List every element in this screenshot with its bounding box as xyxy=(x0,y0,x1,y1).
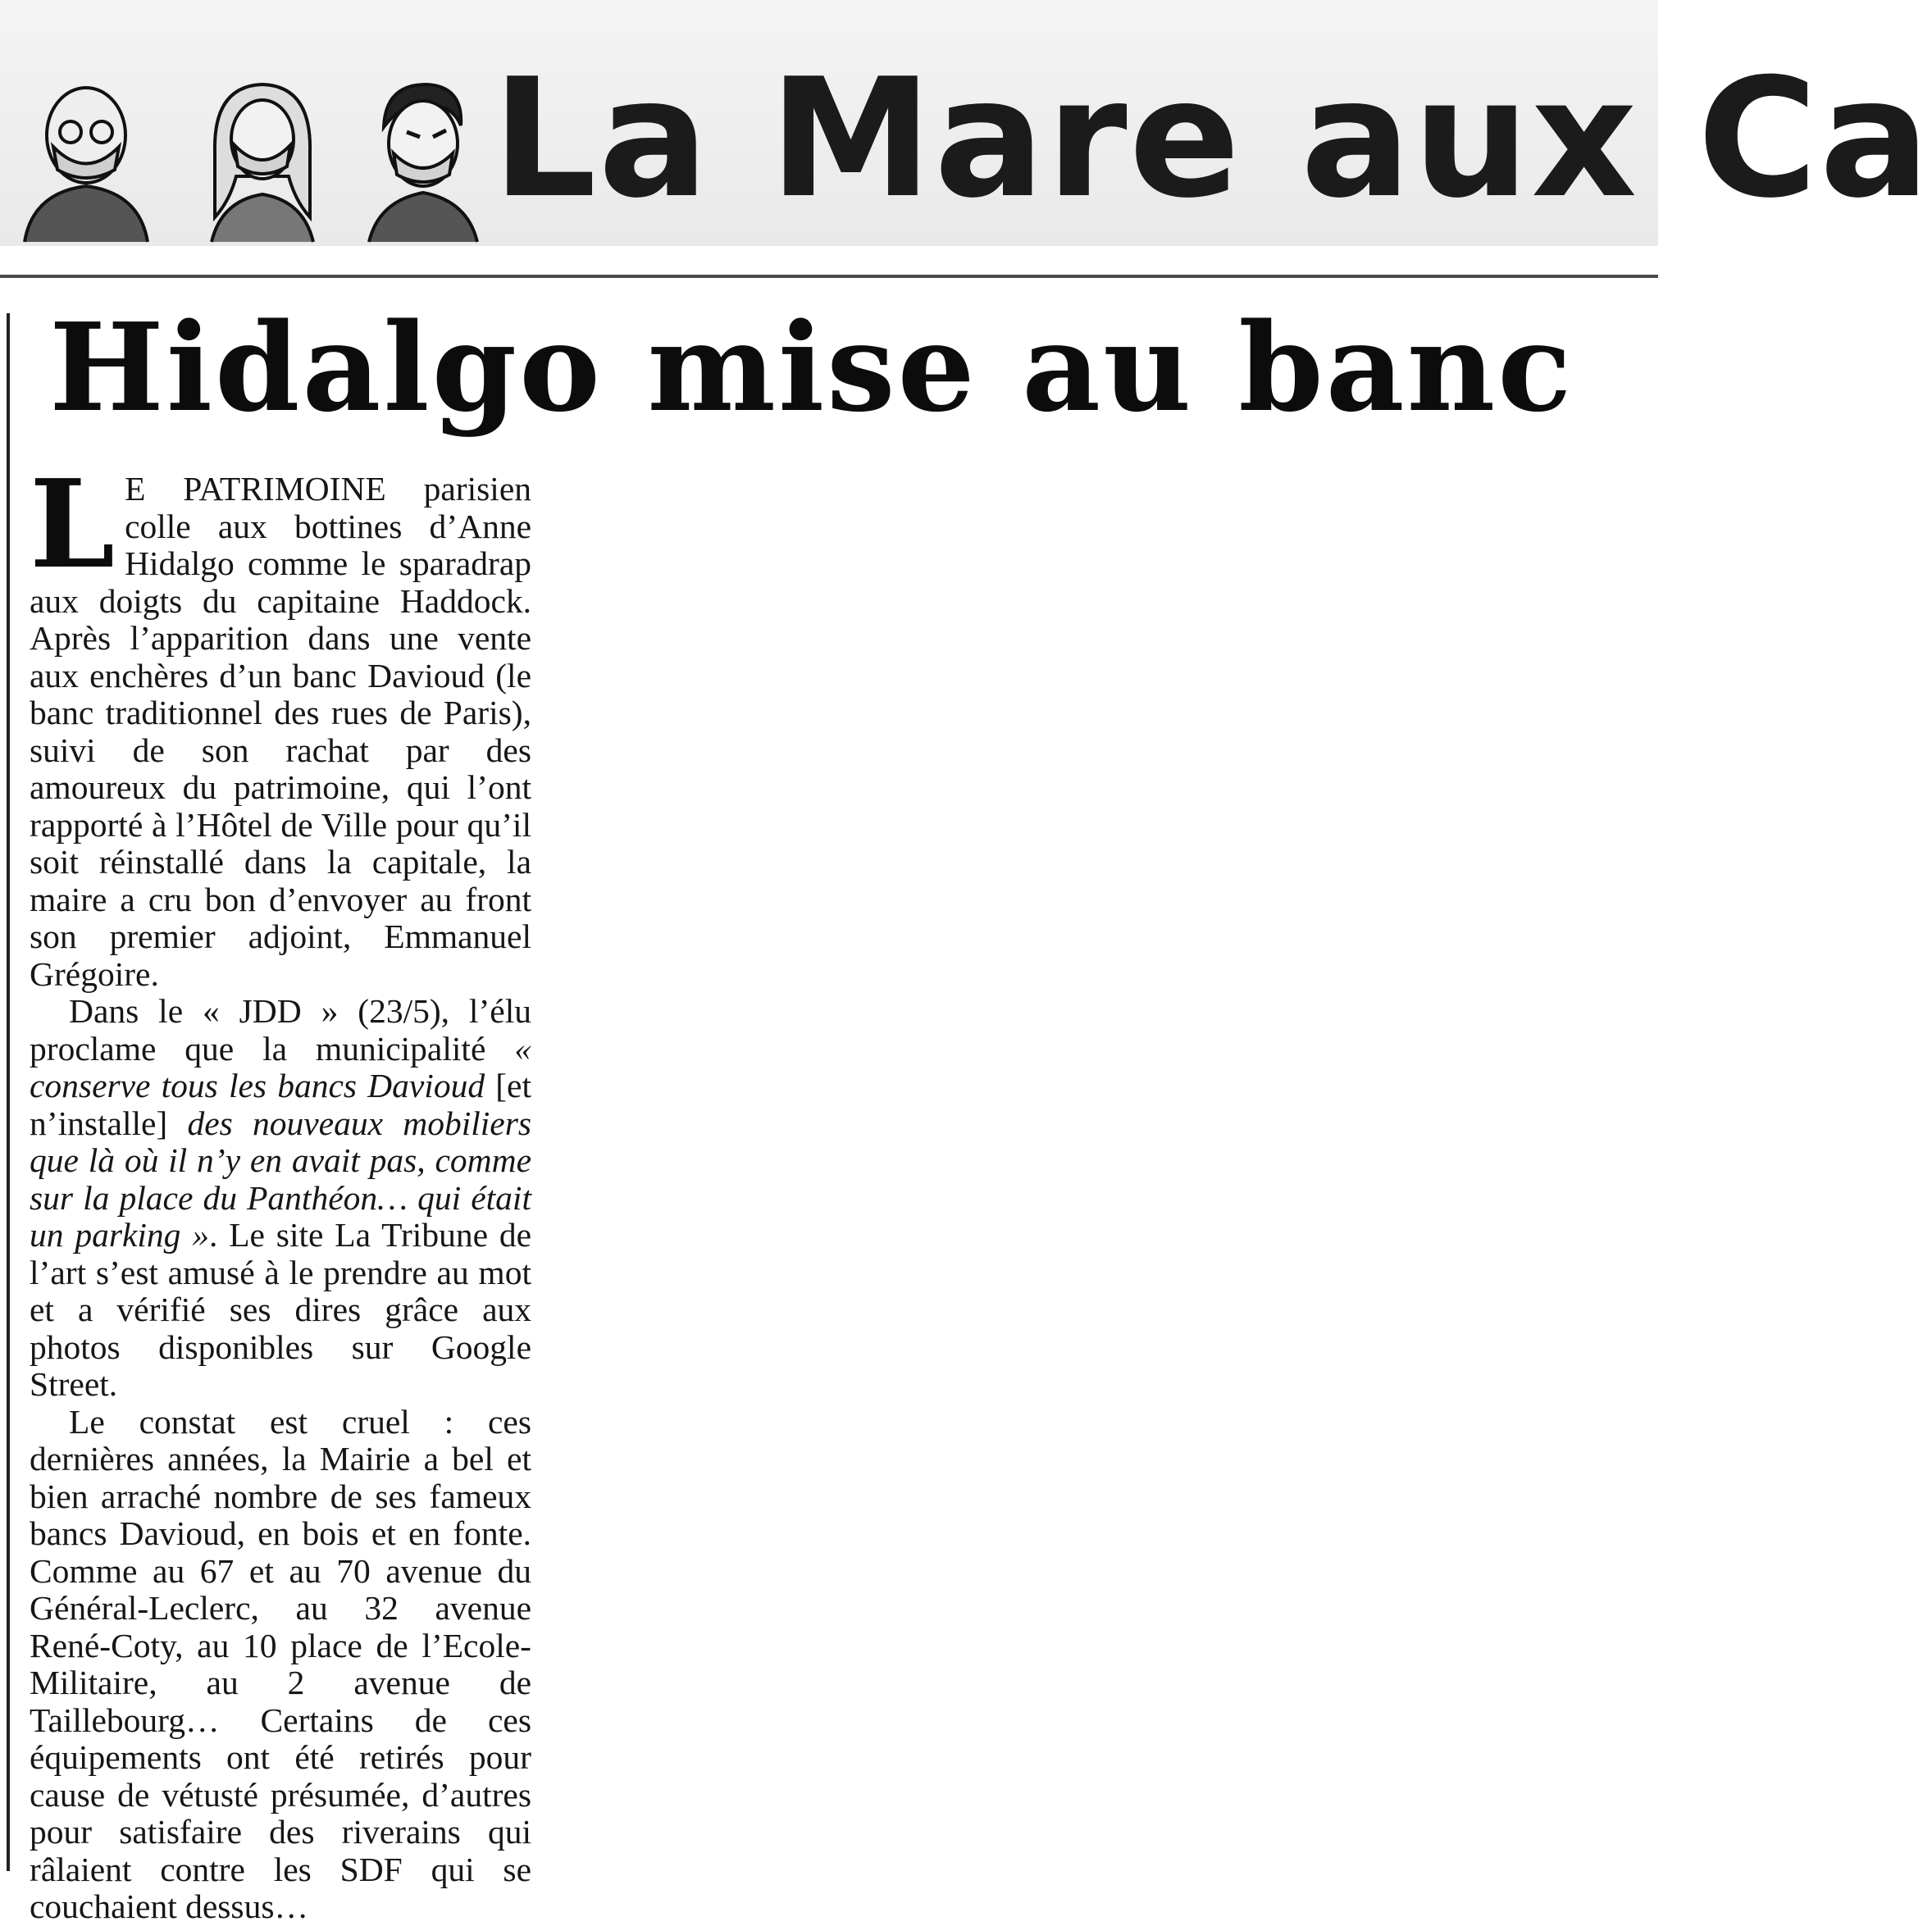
p2-quote-1: « conserve tous les bancs Davioud xyxy=(30,1029,531,1104)
article-headline: Hidalgo mise au banc xyxy=(49,296,1574,439)
masthead xyxy=(0,0,1932,246)
drop-cap: L xyxy=(30,453,116,595)
paragraph-1-text: parisien colle aux bottines d’Anne Hidalgo comme le sparadrap aux doigts du capitaine Haddock. Après l’apparition dans une vente aux enchères d’un banc Davioud (le banc traditionnel des rues de Paris), suivi de son rachat par des amoureux du patrimoine, qui l’ont rapporté à l’Hôtel de Ville pour qu’il soit réinstallé dans la capitale, la maire a cru bon d’envoyer au front son premier adjoint, Emmanuel Grégoire. xyxy=(30,470,531,993)
masthead-divider xyxy=(0,275,1658,278)
paragraph-1 xyxy=(30,453,531,993)
article-column-1 xyxy=(30,453,532,1926)
p2-text-b: [et n’installe] xyxy=(30,1067,531,1142)
caricature-masked-man-frowning xyxy=(361,78,484,242)
caricature-masked-man-glasses xyxy=(16,78,156,242)
paragraph-2 xyxy=(30,993,531,1404)
p2-quote-2: des nouveaux mobiliers que là où il n’y en avait pas, comme sur la place du Panthéon… qui était un parking » xyxy=(30,1104,532,1254)
p2-text-a: Dans le « JDD » (23/5), l’élu proclame que la municipalité xyxy=(30,992,531,1068)
paragraph-3: Le constat est cruel : ces dernières années, la Mairie a bel et bien arraché nombre de ses fameux bancs Davioud, en bois et en fonte. Comme au 67 et au 70 avenue du Général-Leclerc, au 32 avenue René-Coty, au 10 place de l’Ecole-Militaire, au 2 avenue de Taillebourg… Certains de ces équipements ont été retirés pour cause de vétusté présumée, d’autres pour satisfaire des riverains qui râlaient contre les SDF qui se couchaient dessus… xyxy=(30,1402,531,1925)
caricature-masked-woman xyxy=(197,78,328,242)
left-border-rule xyxy=(7,313,10,1871)
masthead-title: La Mare aux Ca xyxy=(492,43,1932,234)
p2-text-c: . Le site La Tribune de l’art s’est amusé à le prendre au mot et a vérifié ses dires grâce aux photos disponibles sur Google Street. xyxy=(30,1216,531,1403)
lead-in-caps: E PATRIMOINE xyxy=(125,470,386,508)
